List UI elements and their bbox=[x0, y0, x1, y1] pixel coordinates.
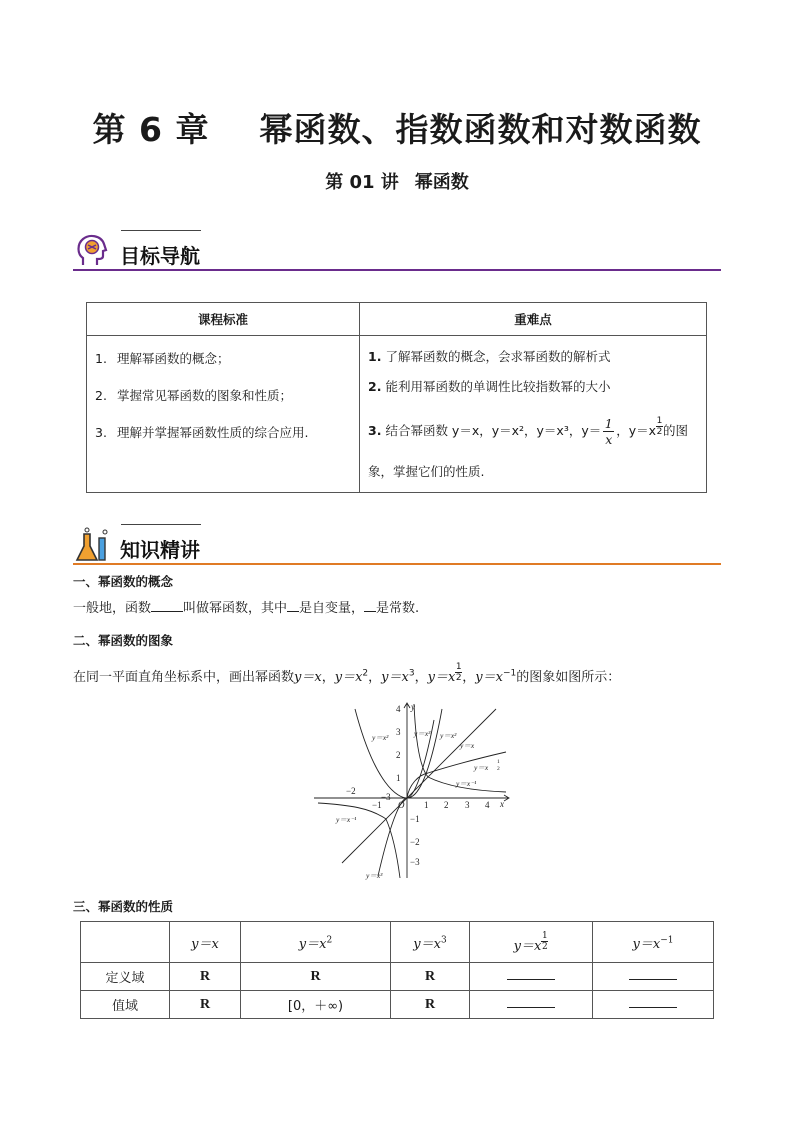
key-point-item: 2. 能利用幂函数的单调性比较指数幂的大小 bbox=[368, 379, 611, 394]
header-y-x-inv: $y=x^{-1}$ bbox=[593, 922, 714, 963]
header-top-rule bbox=[121, 524, 201, 525]
lecture-title bbox=[0, 168, 794, 194]
label-x-inv: y＝x⁻¹ bbox=[456, 779, 477, 788]
standard-item: 2. 掌握常见幂函数的图象和性质； bbox=[95, 388, 293, 403]
standard-item: 1. 理解幂函数的概念； bbox=[95, 351, 230, 366]
cell: [0，＋∞) bbox=[241, 991, 391, 1019]
section-header-goal bbox=[73, 230, 721, 270]
y-tick-1: 1 bbox=[396, 773, 401, 783]
header-empty bbox=[81, 922, 170, 963]
x-tick-minus-3: −3 bbox=[381, 792, 391, 802]
x-tick-2: 2 bbox=[444, 800, 449, 810]
section-header-knowledge bbox=[73, 524, 721, 564]
x-tick-4: 4 bbox=[485, 800, 490, 810]
label-x2: y＝x² bbox=[372, 733, 389, 742]
key-point-item-cont: 象，掌握它们的性质. bbox=[368, 464, 485, 479]
section-title-goal: 目标导航 bbox=[120, 244, 200, 268]
label-x-half-num: 1 bbox=[497, 759, 500, 765]
cell: R bbox=[170, 991, 241, 1019]
origin-label: O bbox=[398, 800, 405, 810]
section-title-knowledge: 知识精讲 bbox=[120, 538, 200, 562]
properties-table bbox=[80, 921, 714, 1019]
cell-blank[interactable] bbox=[470, 991, 593, 1019]
label-x3: y＝x³ bbox=[414, 729, 431, 738]
fill-blank[interactable] bbox=[151, 599, 183, 612]
header-y-x: y＝x bbox=[170, 922, 241, 963]
curve-y-x-inv-neg bbox=[318, 803, 400, 878]
fill-blank[interactable] bbox=[364, 599, 376, 612]
fill-blank[interactable] bbox=[287, 599, 299, 612]
heading-graph: 二、幂函数的图象 bbox=[73, 633, 174, 648]
cell-blank[interactable] bbox=[470, 963, 593, 991]
y-axis-label: y bbox=[411, 702, 415, 712]
row-label-range: 值域 bbox=[81, 991, 170, 1019]
heading-properties: 三、幂函数的性质 bbox=[73, 899, 174, 914]
y-tick-minus-2: −2 bbox=[410, 837, 420, 847]
y-tick-2: 2 bbox=[396, 750, 401, 760]
header-y-x-half: y＝x $^{\frac{1}{2}}$ bbox=[470, 922, 593, 963]
standards-cell bbox=[87, 336, 360, 493]
key-points-cell bbox=[360, 336, 707, 493]
label-x-inv-left: y＝x⁻¹ bbox=[336, 815, 357, 824]
lecture-number: 第 01 讲 bbox=[325, 172, 399, 193]
lecture-name: 幂函数 bbox=[414, 172, 469, 193]
cell: R bbox=[241, 963, 391, 991]
label-x-half-den: 2 bbox=[497, 766, 500, 772]
x-tick-1: 1 bbox=[424, 800, 429, 810]
cell-blank[interactable] bbox=[593, 991, 714, 1019]
x-tick-minus-1: −1 bbox=[372, 800, 382, 810]
x-axis-label: x bbox=[500, 799, 504, 809]
header-y-x2: $y=x^2$ bbox=[241, 922, 391, 963]
cell: R bbox=[391, 991, 470, 1019]
cell: R bbox=[170, 963, 241, 991]
label-x-half: y＝x bbox=[474, 763, 489, 772]
label-x: y＝x bbox=[460, 741, 475, 750]
section-rule-goal bbox=[73, 269, 721, 271]
chapter-title bbox=[0, 104, 794, 151]
key-point-item: 3. 结合幂函数 y＝x，y＝x²，y＝x³，y＝ $\frac{1}{x}$ ，y＝x $^{\frac{1}{2}}$ 的图 bbox=[368, 416, 689, 447]
y-tick-minus-1: −1 bbox=[410, 814, 420, 824]
heading-concept: 一、幂函数的概念 bbox=[73, 574, 174, 589]
graph-intro-text: 在同一平面直角坐标系中，画出幂函数y＝x，$y=x^2$，$y=x^3$，y＝x $^{\frac{1}{2}}$ ，$y=x^{-1}$的图象如图所示： bbox=[73, 662, 621, 685]
flask-icon bbox=[73, 526, 111, 564]
header-course-standards: 课程标准 bbox=[87, 303, 360, 336]
cell: R bbox=[391, 963, 470, 991]
y-tick-3: 3 bbox=[396, 727, 401, 737]
x-tick-minus-2: −2 bbox=[346, 786, 356, 796]
cell-blank[interactable] bbox=[593, 963, 714, 991]
header-key-points: 重难点 bbox=[360, 303, 707, 336]
chapter-number: 第 6 章 bbox=[92, 110, 210, 149]
y-tick-minus-3: −3 bbox=[410, 857, 420, 867]
header-y-x3: $y=x^3$ bbox=[391, 922, 470, 963]
brain-head-icon bbox=[73, 232, 111, 270]
x-tick-3: 3 bbox=[465, 800, 470, 810]
standard-item: 3. 理解并掌握幂函数性质的综合应用. bbox=[95, 425, 309, 440]
key-point-item: 1. 了解幂函数的概念，会求幂函数的解析式 bbox=[368, 349, 611, 364]
section-rule-knowledge bbox=[73, 563, 721, 565]
power-functions-graph bbox=[310, 700, 514, 880]
label-x3-bottom: y＝x³ bbox=[366, 871, 383, 880]
exponent-half: 1 2 bbox=[656, 416, 663, 438]
concept-text: 一般地，函数 叫做幂函数，其中 是自变量， 是常数. bbox=[73, 601, 420, 616]
objectives-table bbox=[86, 302, 707, 493]
label-x2-right: y＝x² bbox=[440, 731, 457, 740]
row-label-domain: 定义域 bbox=[81, 963, 170, 991]
header-top-rule bbox=[121, 230, 201, 231]
chapter-name: 幂函数、指数函数和对数函数 bbox=[259, 110, 702, 149]
y-tick-4: 4 bbox=[396, 704, 401, 714]
fraction-1-over-x: $\frac{1}{x}$ bbox=[604, 416, 613, 447]
